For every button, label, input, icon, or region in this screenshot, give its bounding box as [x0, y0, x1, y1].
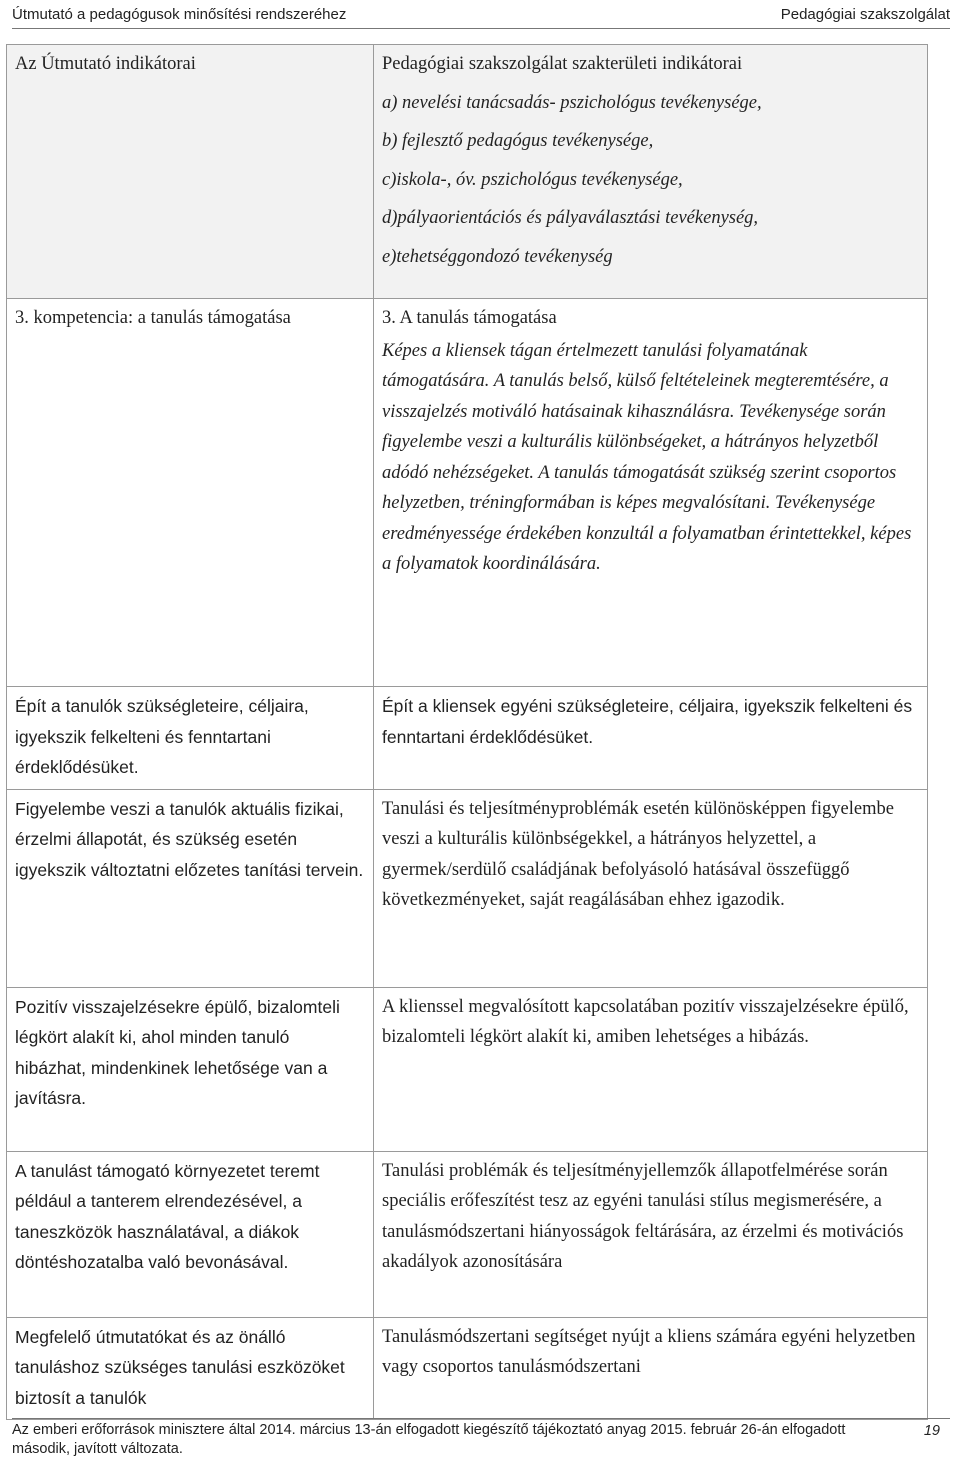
page-number: 19: [923, 1423, 940, 1439]
table-row: [7, 1317, 928, 1420]
activity-item: c)iskola-, óv. pszichológus tevékenysége,: [382, 169, 683, 190]
indicator-cell-right: A klienssel megvalósított kapcsolatában pozitív visszajelzésekre épülő, bizalomteli légkört alakít ki, amiben lehetséges a hibázás.: [374, 987, 928, 1151]
column-header-right: Pedagógiai szakszolgálat szakterületi indikátorai: [382, 54, 743, 74]
competence-description: Képes a kliensek tágan értelmezett tanulási folyamatának támogatására. A tanulás belső, külső feltételeinek megteremtésére, a visszajelzés motiváló hatásainak kihasználásra. Tevékenysége során figyelembe veszi a kulturális különbségeket, a hátrányos helyzetből adódó nehézségeket. A tanulás támogatását szükség szerint csoportos helyzetben, tréningformában is képes megvalósítani. Tevékenysége eredményessége érdekében konzultál a folyamatban érintettekkel, képes a folyamatok koordinálására.: [382, 340, 912, 574]
column-header-left: Az Útmutató indikátorai: [15, 54, 196, 74]
competence-title-right: 3. A tanulás támogatása: [382, 308, 557, 328]
table-header-row: [7, 45, 928, 299]
table-row: [7, 687, 928, 790]
activity-item: d)pályaorientációs és pályaválasztási tevékenység,: [382, 208, 759, 228]
table-row: [7, 987, 928, 1151]
indicator-cell-left: Megfelelő útmutatókat és az önálló tanuláshoz szükséges tanulási eszközöket biztosít a tanulók: [7, 1317, 374, 1420]
indicator-cell-right: Tanulásmódszertani segítséget nyújt a kliens számára egyéni helyzetben vagy csoportos tanulásmódszertani: [374, 1317, 928, 1420]
page-header: [12, 0, 950, 29]
indicator-cell-left: Épít a tanulók szükségleteire, céljaira, igyekszik felkelteni és fenntartani érdeklődésüket.: [7, 687, 374, 790]
indicator-cell-left: Pozitív visszajelzésekre épülő, bizalomteli légkört alakít ki, ahol minden tanuló hibázhat, mindenkinek lehetősége van a javításra.: [7, 987, 374, 1151]
header-cell-left: [7, 45, 374, 299]
competence-title-left: 3. kompetencia: a tanulás támogatása: [15, 308, 291, 328]
indicator-cell-right: Tanulási és teljesítményproblémák esetén különösképpen figyelembe veszi a kulturális különbségekkel, a hátrányos helyzettel, a gyermek/serdülő családjának befolyásoló hatásával összefüggő következményeket, saját reagálásában ehhez igazodik.: [374, 789, 928, 987]
activity-item: b) fejlesztő pedagógus tevékenysége,: [382, 131, 654, 151]
indicator-cell-right: Épít a kliensek egyéni szükségleteire, céljaira, igyekszik felkelteni és fenntartani érdeklődésüket.: [374, 687, 928, 790]
activity-item: a) nevelési tanácsadás- pszichológus tevékenysége,: [382, 92, 762, 113]
table-row: [7, 1151, 928, 1317]
page-footer: [12, 1418, 950, 1459]
competence-cell-left: [7, 299, 374, 687]
footer-note: Az emberi erőforrások minisztere által 2014. március 13-án elfogadott kiegészítő tájékoztató anyag 2015. február 26-án elfogadott második, javított változata.: [12, 1422, 846, 1457]
header-cell-right: [374, 45, 928, 299]
activity-item: e)tehetséggondozó tevékenység: [382, 246, 613, 267]
indicator-cell-left: A tanulást támogató környezetet teremt például a tanterem elrendezésével, a taneszközök használatával, a diákok döntéshozatalba való bevonásával.: [7, 1151, 374, 1317]
header-document-title: Útmutató a pedagógusok minősítési rendszeréhez: [12, 5, 347, 23]
table-row: [7, 789, 928, 987]
indicator-cell-left: Figyelembe veszi a tanulók aktuális fizikai, érzelmi állapotát, és szükség esetén igyekszik változtatni előzetes tanítási tervein.: [7, 789, 374, 987]
competence-cell-right: [374, 299, 928, 687]
indicator-cell-right: Tanulási problémák és teljesítményjellemzők állapotfelmérése során speciális erőfeszítést tesz az egyéni tanulási stílus megismerésére, a tanulásmódszertani hiányosságok feltárására, az érzelmi és motivációs akadályok azonosítására: [374, 1151, 928, 1317]
header-section-title: Pedagógiai szakszolgálat: [780, 5, 950, 23]
indicator-table: [6, 44, 928, 1420]
table-row: [7, 299, 928, 687]
